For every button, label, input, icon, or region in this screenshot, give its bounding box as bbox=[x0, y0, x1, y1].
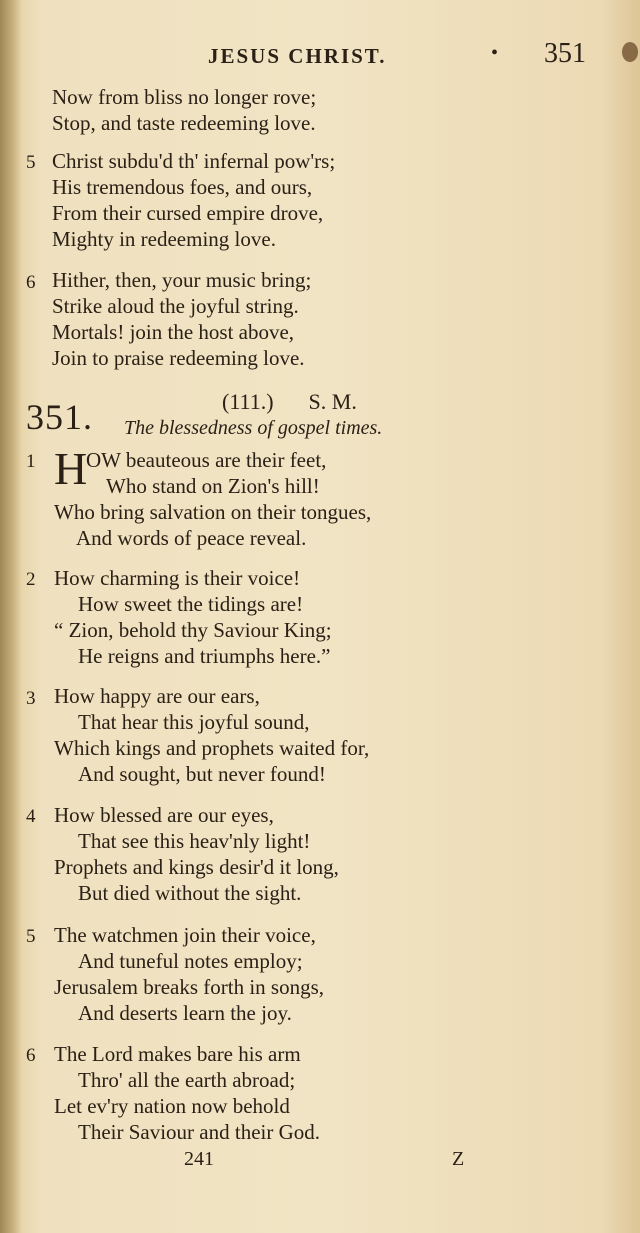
meter: S. M. bbox=[308, 389, 357, 414]
verse-line: His tremendous foes, and ours, bbox=[52, 175, 313, 199]
verse-line: How charming is their voice! bbox=[54, 566, 301, 590]
verse-line: Prophets and kings desir'd it long, bbox=[54, 855, 339, 879]
verse-line: Who stand on Zion's hill! bbox=[106, 474, 320, 498]
stanza-number: 6 bbox=[26, 272, 36, 293]
ink-blot bbox=[622, 42, 638, 62]
verse-line: Hither, then, your music bring; bbox=[52, 268, 312, 292]
signature-mark: Z bbox=[452, 1148, 465, 1170]
verse-line: Their Saviour and their God. bbox=[78, 1120, 321, 1144]
hymn-meta bbox=[222, 389, 357, 415]
verse-line: And sought, but never found! bbox=[78, 762, 326, 786]
tune-reference: (111.) bbox=[222, 389, 274, 414]
verse-line: And tuneful notes employ; bbox=[78, 949, 303, 973]
verse-line: Mortals! join the host above, bbox=[52, 320, 295, 344]
folio-number: 241 bbox=[184, 1148, 214, 1170]
verse-line: The watchmen join their voice, bbox=[54, 923, 316, 947]
stanza-number: 3 bbox=[26, 688, 36, 709]
stanza-number: 1 bbox=[26, 451, 36, 472]
header-dot: • bbox=[491, 42, 499, 64]
verse-line: Let ev'ry nation now behold bbox=[54, 1094, 290, 1118]
stanza-number: 5 bbox=[26, 926, 36, 947]
stanza-number: 5 bbox=[26, 152, 36, 173]
verse-line: He reigns and triumphs here.” bbox=[78, 644, 331, 668]
page-number: 351 bbox=[544, 38, 586, 69]
verse-line: OW beauteous are their feet, bbox=[86, 448, 327, 472]
verse-line: How sweet the tidings are! bbox=[78, 592, 304, 616]
verse-line: “ Zion, behold thy Saviour King; bbox=[54, 618, 332, 642]
verse-line: Mighty in redeeming love. bbox=[52, 227, 276, 251]
hymn-number: 351. bbox=[26, 397, 93, 437]
verse-line: And deserts learn the joy. bbox=[78, 1001, 292, 1025]
verse-line: That see this heav'nly light! bbox=[78, 829, 311, 853]
stanza-number: 6 bbox=[26, 1045, 36, 1066]
verse-line: That hear this joyful sound, bbox=[78, 710, 310, 734]
verse-line: From their cursed empire drove, bbox=[52, 201, 324, 225]
verse-line: And words of peace reveal. bbox=[76, 526, 307, 550]
verse-line: Which kings and prophets waited for, bbox=[54, 736, 370, 760]
hymn-subtitle: The blessedness of gospel times. bbox=[124, 417, 383, 439]
verse-line: Jerusalem breaks forth in songs, bbox=[54, 975, 325, 999]
verse-line: The Lord makes bare his arm bbox=[54, 1042, 301, 1066]
verse-line: Who bring salvation on their tongues, bbox=[54, 500, 372, 524]
verse-line: Join to praise redeeming love. bbox=[52, 346, 305, 370]
verse-line: Stop, and taste redeeming love. bbox=[52, 111, 316, 135]
verse-line: Christ subdu'd th' infernal pow'rs; bbox=[52, 149, 336, 173]
verse-line: But died without the sight. bbox=[78, 881, 302, 905]
stanza-number: 2 bbox=[26, 569, 36, 590]
running-title: JESUS CHRIST. bbox=[208, 44, 387, 68]
verse-line: Now from bliss no longer rove; bbox=[52, 85, 317, 109]
verse-line: How happy are our ears, bbox=[54, 684, 260, 708]
verse-line: Thro' all the earth abroad; bbox=[78, 1068, 296, 1092]
stanza-number: 4 bbox=[26, 806, 36, 827]
verse-line: How blessed are our eyes, bbox=[54, 803, 274, 827]
page-header bbox=[0, 38, 640, 74]
verse-line: Strike aloud the joyful string. bbox=[52, 294, 299, 318]
drop-cap: H bbox=[54, 443, 88, 494]
page-spine-shadow bbox=[0, 0, 22, 1233]
